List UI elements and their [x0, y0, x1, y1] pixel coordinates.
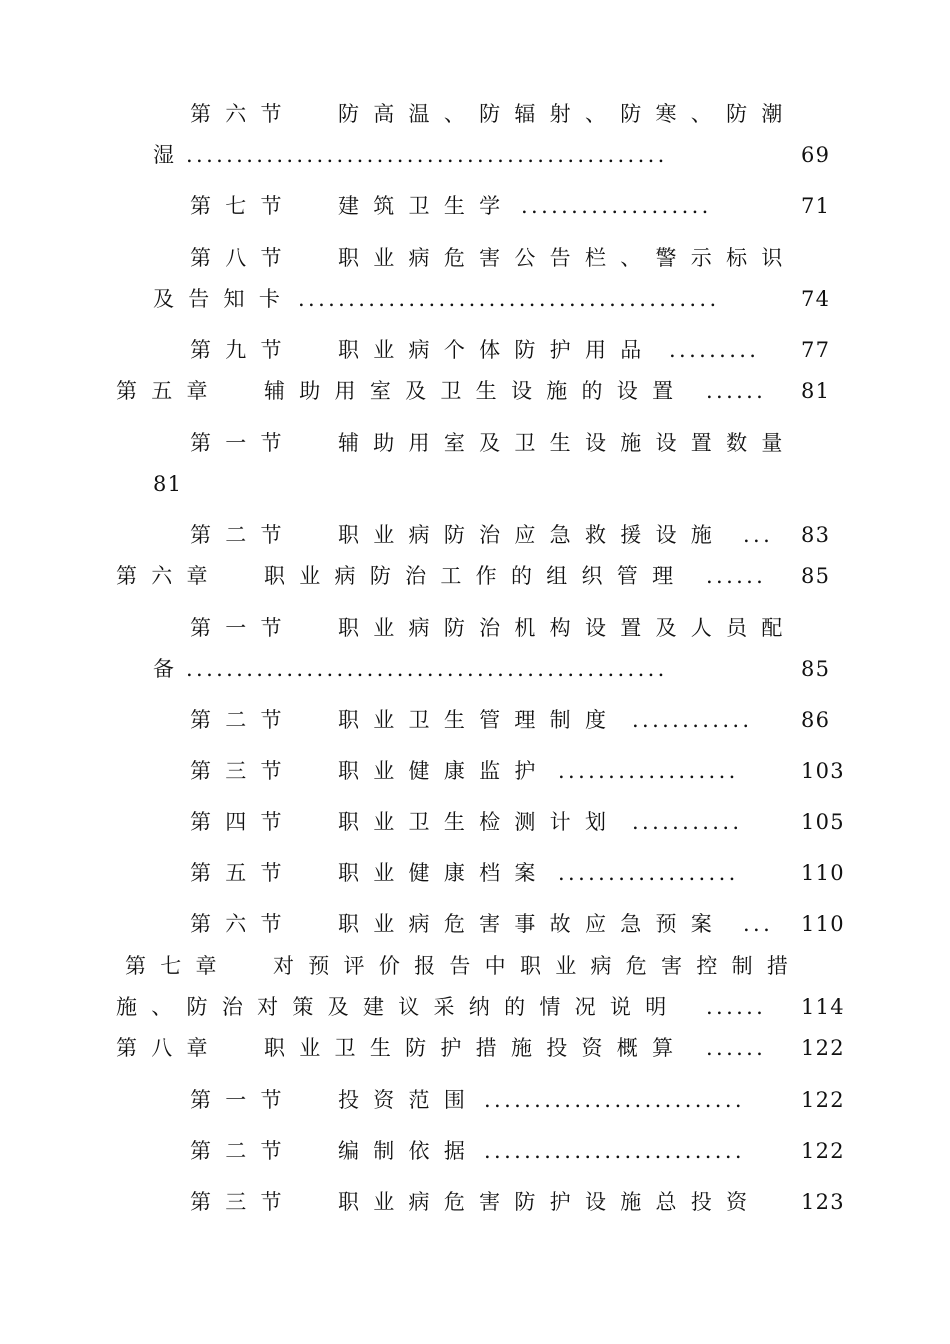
toc-entry[interactable] — [0, 704, 950, 736]
toc-entry-page: 71 — [801, 194, 831, 218]
toc-entry[interactable] — [0, 857, 950, 889]
toc-entry-title: 编制依据 — [338, 1139, 480, 1163]
toc-entry-page: 69 — [801, 143, 831, 167]
toc-entry-leader: ... — [743, 912, 774, 936]
toc-entry-label: 第二节 — [190, 708, 296, 732]
toc-chapter-title: 职业病防治工作的组织管理 — [264, 564, 688, 588]
toc-entry-label: 第四节 — [190, 810, 296, 834]
toc-chapter-title: 对预评价报告中职业病危害控制措 — [273, 954, 803, 978]
toc-entry-leader: ...... — [706, 379, 767, 403]
toc-entry-page: 122 — [801, 1036, 845, 1060]
toc-entry-leader: ...... — [706, 564, 767, 588]
toc-entry-label: 第二节 — [190, 523, 296, 547]
toc-entry-title: 职业健康档案 — [338, 861, 550, 885]
toc-entry[interactable] — [0, 190, 950, 222]
toc-chapter-label: 第五章 — [116, 379, 222, 403]
toc-entry-leader: .................. — [558, 759, 739, 783]
toc-entry-title: 及告知卡 — [153, 287, 295, 311]
toc-entry-page: 81 — [153, 472, 183, 496]
toc-entry-page: 110 — [801, 912, 845, 936]
toc-entry[interactable] — [0, 1186, 950, 1218]
toc-entry[interactable] — [0, 1135, 950, 1167]
toc-entry-title: 建筑卫生学 — [338, 194, 515, 218]
toc-entry-leader: .......................... — [484, 1139, 745, 1163]
toc-entry-title: 投资范围 — [338, 1088, 480, 1112]
toc-entry-continuation[interactable] — [0, 283, 950, 315]
toc-entry-leader: ............ — [632, 708, 753, 732]
toc-entry-page: 122 — [801, 1139, 845, 1163]
toc-entry-title: 职业卫生管理制度 — [338, 708, 621, 732]
toc-entry-continuation[interactable] — [0, 468, 950, 500]
toc-entry-label: 第六节 — [190, 102, 296, 126]
toc-entry-page: 86 — [801, 708, 831, 732]
toc-entry-leader: ........... — [632, 810, 743, 834]
toc-entry-page: 74 — [801, 287, 831, 311]
toc-entry[interactable] — [0, 806, 950, 838]
toc-entry-leader: ... — [743, 523, 774, 547]
toc-entry-title: 辅助用室及卫生设施设置数量 — [338, 431, 797, 455]
toc-entry-page: 123 — [801, 1190, 845, 1214]
toc-chapter[interactable] — [0, 375, 950, 407]
toc-chapter-label: 第六章 — [116, 564, 222, 588]
toc-entry-title: 职业卫生检测计划 — [338, 810, 621, 834]
toc-entry[interactable] — [0, 519, 950, 551]
toc-entry-label: 第二节 — [190, 1139, 296, 1163]
toc-entry-leader: ......... — [669, 338, 760, 362]
toc-entry-label: 第三节 — [190, 1190, 296, 1214]
toc-entry-page: 105 — [801, 810, 845, 834]
toc-entry-label: 第九节 — [190, 338, 296, 362]
toc-chapter-title: 辅助用室及卫生设施的设置 — [264, 379, 688, 403]
toc-entry-label: 第三节 — [190, 759, 296, 783]
toc-entry-leader: .......................................... — [298, 287, 720, 311]
toc-chapter-label: 第七章 — [125, 954, 231, 978]
toc-entry[interactable] — [0, 98, 950, 130]
toc-chapter-title: 施、防治对策及建议采纳的情况说明 — [116, 995, 681, 1019]
toc-entry-page: 103 — [801, 759, 845, 783]
toc-entry-title: 备 — [153, 657, 189, 681]
toc-entry[interactable] — [0, 755, 950, 787]
toc-entry-label: 第一节 — [190, 616, 296, 640]
toc-entry[interactable] — [0, 334, 950, 366]
toc-entry-page: 122 — [801, 1088, 845, 1112]
toc-entry-title: 职业病个体防护用品 — [338, 338, 656, 362]
toc-entry-label: 第八节 — [190, 246, 296, 270]
toc-entry-leader: ...... — [706, 1036, 767, 1060]
toc-entry-label: 第五节 — [190, 861, 296, 885]
toc-entry-title: 职业病防治应急救援设施 — [338, 523, 727, 547]
toc-entry-page: 85 — [801, 564, 831, 588]
toc-entry-continuation[interactable] — [0, 139, 950, 171]
toc-entry[interactable] — [0, 427, 950, 459]
toc-chapter-continuation[interactable] — [0, 991, 950, 1023]
toc-entry-title: 职业病防治机构设置及人员配 — [338, 616, 797, 640]
toc-entry[interactable] — [0, 908, 950, 940]
toc-entry-label: 第六节 — [190, 912, 296, 936]
toc-entry-leader: ................................................ — [186, 657, 668, 681]
toc-entry-title: 职业病危害公告栏、警示标识 — [338, 246, 797, 270]
toc-entry[interactable] — [0, 612, 950, 644]
toc-entry-leader: ................... — [521, 194, 712, 218]
toc-entry-page: 110 — [801, 861, 845, 885]
toc-chapter-title: 职业卫生防护措施投资概算 — [264, 1036, 688, 1060]
toc-chapter-label: 第八章 — [116, 1036, 222, 1060]
toc-entry-page: 83 — [801, 523, 831, 547]
toc-entry[interactable] — [0, 242, 950, 274]
toc-entry-label: 第一节 — [190, 1088, 296, 1112]
toc-chapter[interactable] — [0, 560, 950, 592]
toc-entry-page: 77 — [801, 338, 831, 362]
toc-entry-label: 第一节 — [190, 431, 296, 455]
toc-chapter[interactable] — [0, 1032, 950, 1064]
toc-entry-page: 85 — [801, 657, 831, 681]
toc-entry-title: 职业健康监护 — [338, 759, 550, 783]
toc-entry-title: 职业病危害事故应急预案 — [338, 912, 727, 936]
toc-entry-leader: ................................................ — [186, 143, 668, 167]
toc-entry-leader: .......................... — [484, 1088, 745, 1112]
toc-entry-leader: ...... — [706, 995, 767, 1019]
toc-entry-page: 81 — [801, 379, 831, 403]
toc-entry-title: 湿 — [153, 143, 189, 167]
toc-entry-leader: .................. — [558, 861, 739, 885]
toc-entry[interactable] — [0, 1084, 950, 1116]
toc-chapter[interactable] — [0, 950, 950, 982]
toc-entry-label: 第七节 — [190, 194, 296, 218]
toc-entry-continuation[interactable] — [0, 653, 950, 685]
toc-entry-title: 职业病危害防护设施总投资 — [338, 1190, 762, 1214]
toc-entry-page: 114 — [801, 995, 845, 1019]
toc-entry-title: 防高温、防辐射、防寒、防潮 — [338, 102, 797, 126]
